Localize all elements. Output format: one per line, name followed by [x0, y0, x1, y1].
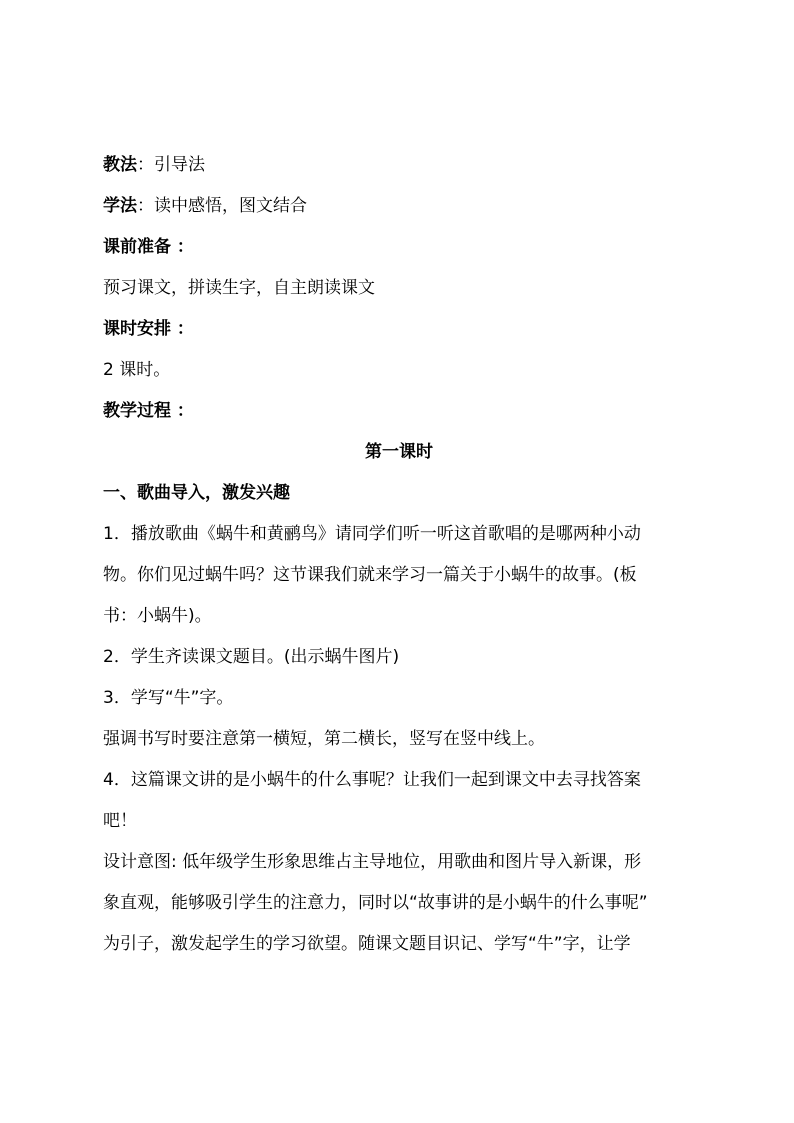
teaching-method-label: 教法 — [103, 155, 137, 175]
teaching-method-value: ：引导法 — [137, 155, 205, 175]
item-1-paragraph — [103, 514, 695, 637]
design-intent-row: 为引子，激发起学生的学习欲望。随课文题目识记、学写“牛”字，让学 — [103, 934, 631, 954]
learning-method-line — [103, 186, 695, 227]
document-body — [103, 145, 695, 965]
design-intent-row: 象直观，能够吸引学生的注意力，同时以“故事讲的是小蜗牛的什么事呢” — [103, 893, 648, 913]
learning-method-label: 学法 — [103, 196, 137, 216]
item-4-paragraph — [103, 760, 695, 842]
item-1-row: 书：小蜗牛)。 — [103, 606, 212, 626]
preparation-text: 预习课文，拼读生字，自主朗读课文 — [103, 278, 375, 298]
design-intent-row: 设计意图: 低年级学生形象思维占主导地位，用歌曲和图片导入新课，形 — [103, 852, 642, 872]
schedule-heading: 课时安排 ： — [103, 319, 194, 339]
section-heading: 一、歌曲导入，激发兴趣 — [103, 483, 290, 503]
item-1-row: 物。你们见过蜗牛吗？这节课我们就来学习一篇关于小蜗牛的故事。(板 — [103, 565, 637, 585]
lesson-title: 第一课时 — [365, 442, 433, 462]
item-3-note: 强调书写时要注意第一横短，第二横长，竖写在竖中线上。 — [103, 729, 545, 749]
item-3-text: 3．学写“牛”字。 — [103, 688, 234, 708]
learning-method-value: ：读中感悟，图文结合 — [137, 196, 307, 216]
schedule-text: 2 课时。 — [103, 360, 171, 380]
process-heading: 教学过程 ： — [103, 401, 194, 421]
preparation-heading: 课前准备 ： — [103, 237, 194, 257]
item-1-row: 1．播放歌曲《蜗牛和黄鹂鸟》请同学们听一听这首歌唱的是哪两种小动 — [103, 524, 641, 544]
teaching-method-line — [103, 145, 695, 186]
item-2-text: 2．学生齐读课文题目。(出示蜗牛图片) — [103, 647, 400, 667]
item-4-row: 4．这篇课文讲的是小蜗牛的什么事呢？让我们一起到课文中去寻找答案 — [103, 770, 641, 790]
design-intent-paragraph — [103, 842, 695, 965]
item-4-row: 吧！ — [103, 811, 137, 831]
